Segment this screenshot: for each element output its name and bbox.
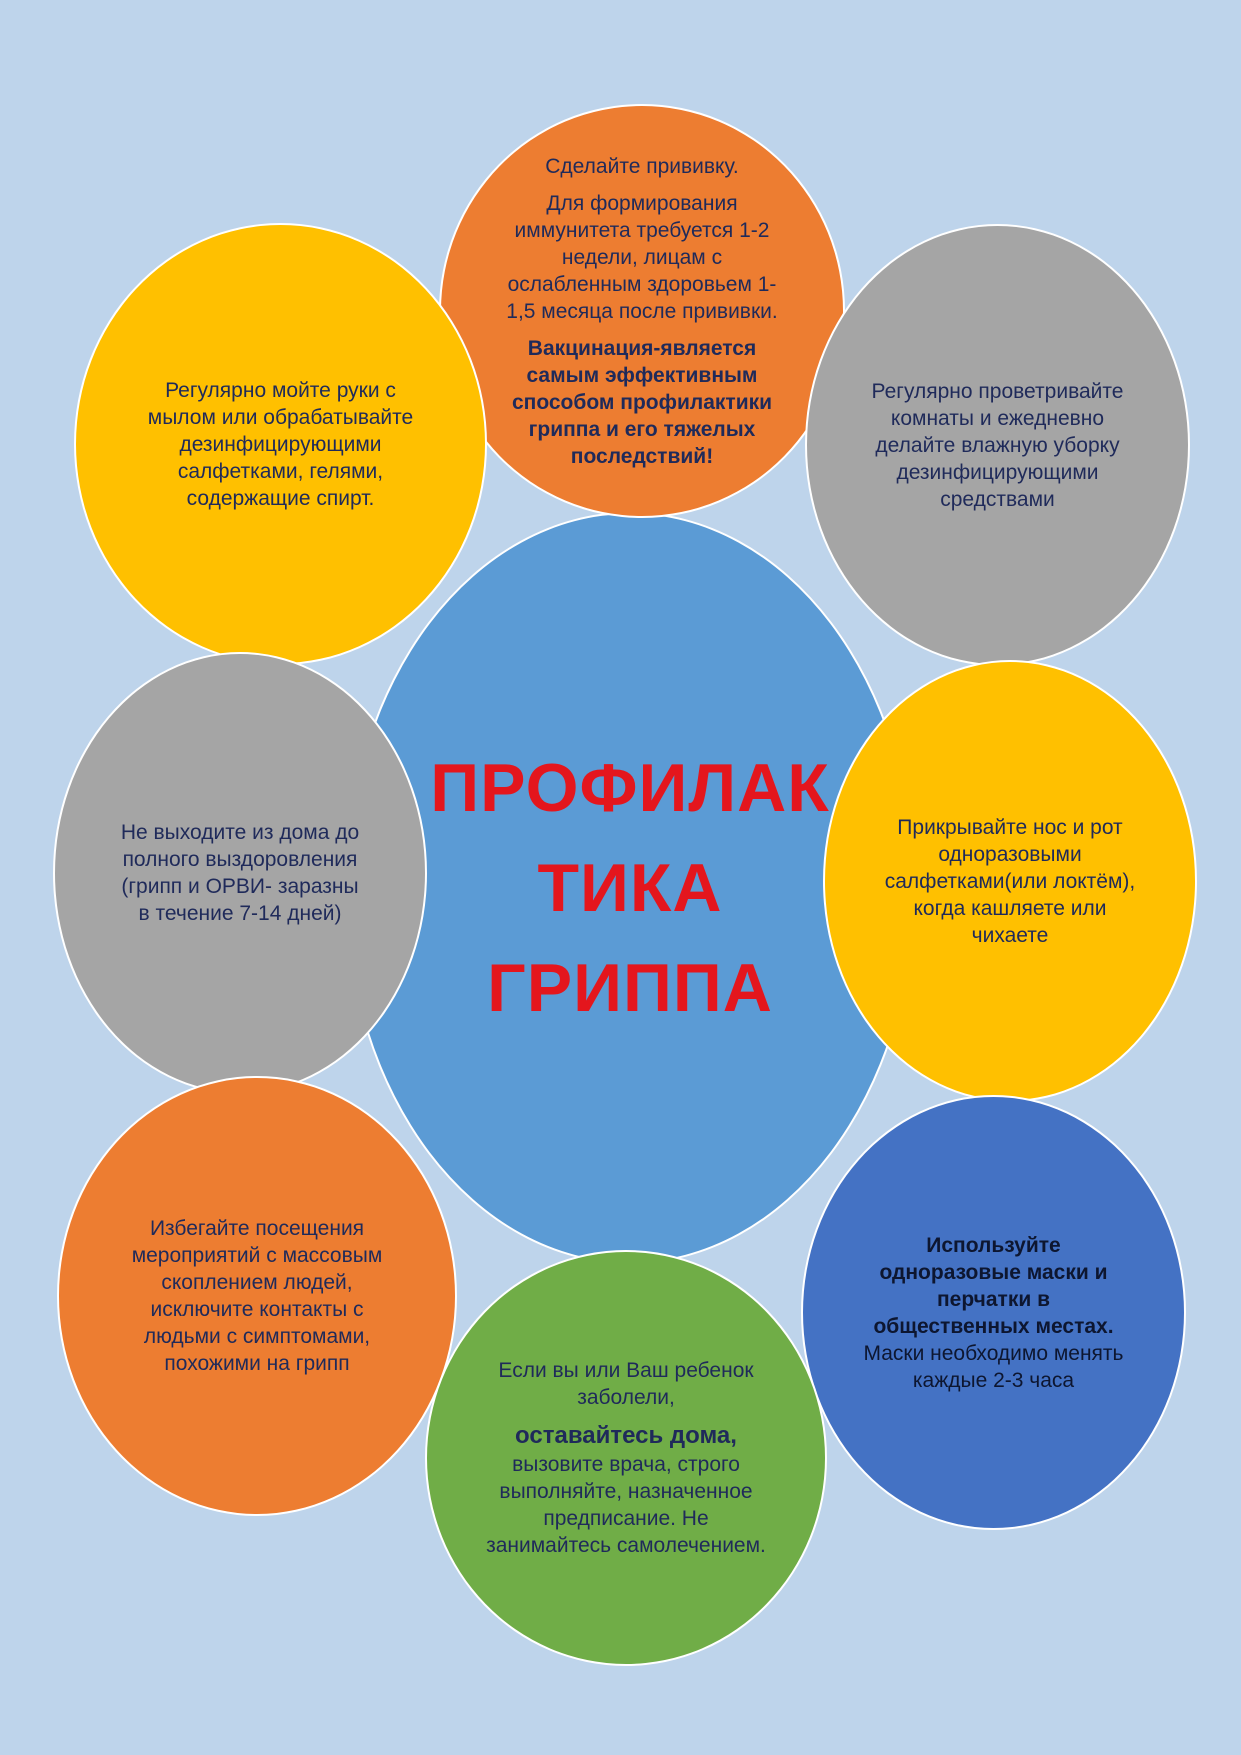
cover-nose-circle bbox=[823, 660, 1197, 1102]
stay-home-recovery-text: Не выходите из дома до полного выздоровления (грипп и ОРВИ- заразны в течение 7-14 дней) bbox=[120, 821, 360, 925]
if-sick-intro: Если вы или Ваш ребенок заболели, bbox=[498, 1359, 754, 1409]
avoid-crowds-text: Избегайте посещения мероприятий с массовым скоплением людей, исключите контакты с людьми с симптомами, похожими на грипп bbox=[131, 1217, 383, 1375]
vaccination-heading: Сделайте прививку. bbox=[545, 154, 739, 178]
title-line-1: ПРОФИЛАК bbox=[430, 750, 830, 826]
masks-body: Маски необходимо менять каждые 2-3 часа bbox=[863, 1341, 1124, 1392]
vaccination-body: Для формирования иммунитета требуется 1-2 недели, лицам с ослабленным здоровьем 1-1,5 месяца после прививки. bbox=[506, 191, 778, 323]
if-sick-body: вызовите врача, строго выполняйте, назначенное предписание. Не занимайтесь самолечением. bbox=[486, 1453, 766, 1557]
hand-washing-text: Регулярно мойте руки с мылом или обрабатывайте дезинфицирующими салфетками, гелями, содержащие спирт. bbox=[147, 378, 414, 510]
if-sick-emphasis: оставайтесь дома, bbox=[515, 1422, 737, 1449]
hand-washing-circle bbox=[74, 223, 487, 665]
stay-home-recovery-circle bbox=[53, 652, 427, 1094]
vaccination-circle bbox=[439, 104, 845, 518]
cover-nose-text: Прикрывайте нос и рот одноразовыми салфетками(или локтём), когда кашляете или чихаете bbox=[884, 815, 1136, 947]
title-line-2: ТИКА bbox=[537, 850, 723, 926]
ventilation-circle bbox=[805, 224, 1190, 666]
vaccination-emphasis: Вакцинация-является самым эффективным способом профилактики гриппа и его тяжелых последствий! bbox=[511, 336, 773, 468]
ventilation-text: Регулярно проветривайте комнаты и ежедневно делайте влажную уборку дезинфицирующими средствами bbox=[871, 379, 1124, 511]
if-sick-circle bbox=[425, 1250, 827, 1666]
masks-emphasis: Используйте одноразовые маски и перчатки в общественных местах. bbox=[873, 1233, 1114, 1338]
title-line-3: ГРИППА bbox=[487, 950, 773, 1026]
masks-circle bbox=[801, 1095, 1186, 1530]
avoid-crowds-circle bbox=[57, 1076, 457, 1516]
